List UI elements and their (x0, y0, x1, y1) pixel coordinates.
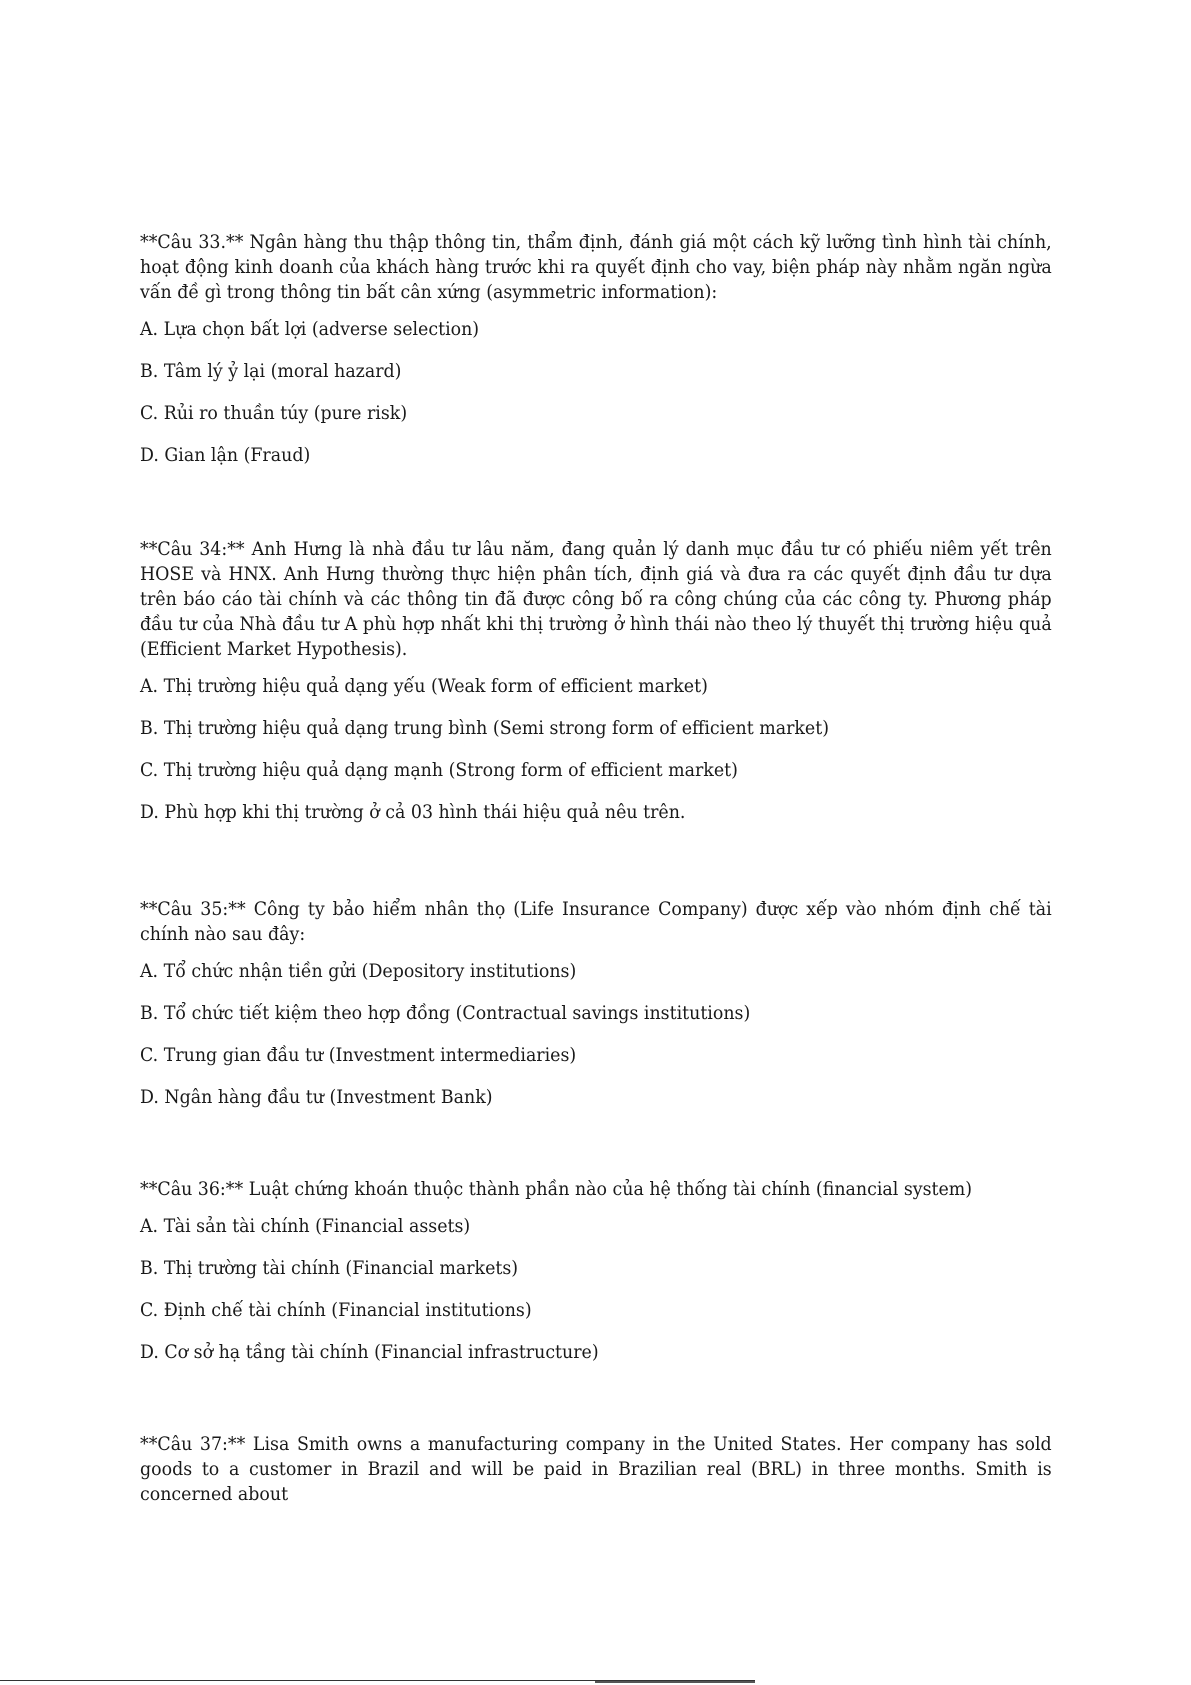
question-stem: **Câu 37:** Lisa Smith owns a manufacturing company in the United States. Her company has sold goods to a customer in Brazil and will be paid in Brazilian real (BRL) in three months. Smith is concerned about (140, 1434, 1052, 1505)
answer-option-a: A. Thị trường hiệu quả dạng yếu (Weak form of efficient market) (140, 676, 708, 697)
question-stem: **Câu 33.** Ngân hàng thu thập thông tin, thẩm định, đánh giá một cách kỹ lưỡng tình hình tài chính, hoạt động kinh doanh của khách hàng trước khi ra quyết định cho vay, biện pháp này nhằm ngăn ngừa vấn đề gì trong thông tin bất cân xứng (asymmetric information): (140, 232, 1052, 303)
answer-option-b: B. Thị trường hiệu quả dạng trung bình (Semi strong form of efficient market) (140, 718, 829, 739)
answer-option-c: C. Trung gian đầu tư (Investment intermediaries) (140, 1045, 577, 1066)
question-34 (140, 537, 1055, 842)
answer-option-a: A. Tài sản tài chính (Financial assets) (140, 1216, 471, 1237)
answer-option-a: A. Tổ chức nhận tiền gửi (Depository institutions) (140, 961, 577, 982)
question-stem: **Câu 35:** Công ty bảo hiểm nhân thọ (Life Insurance Company) được xếp vào nhóm định chế tài chính nào sau đây: (140, 899, 1052, 945)
answer-option-a: A. Lựa chọn bất lợi (adverse selection) (140, 319, 480, 340)
answer-option-d: D. Cơ sở hạ tầng tài chính (Financial infrastructure) (140, 1342, 599, 1363)
answer-option-c: C. Thị trường hiệu quả dạng mạnh (Strong form of efficient market) (140, 760, 738, 781)
answer-option-d: D. Gian lận (Fraud) (140, 445, 311, 466)
page-bottom-divider-accent (595, 1681, 755, 1683)
question-33 (140, 230, 1055, 485)
answer-option-d: D. Phù hợp khi thị trường ở cả 03 hình thái hiệu quả nêu trên. (140, 802, 686, 823)
answer-option-c: C. Định chế tài chính (Financial institutions) (140, 1300, 532, 1321)
question-37 (140, 1432, 1055, 1519)
question-35 (140, 897, 1055, 1127)
question-stem: **Câu 34:** Anh Hưng là nhà đầu tư lâu năm, đang quản lý danh mục đầu tư có phiếu niêm yết trên HOSE và HNX. Anh Hưng thường thực hiện phân tích, định giá và đưa ra các quyết định đầu tư dựa trên báo cáo tài chính và các thông tin đã được công bố ra công chúng của các công ty. Phương pháp đầu tư của Nhà đầu tư A phù hợp nhất khi thị trường ở hình thái nào theo lý thuyết thị trường hiệu quả (Efficient Market Hypothesis). (140, 539, 1052, 660)
answer-option-b: B. Tổ chức tiết kiệm theo hợp đồng (Contractual savings institutions) (140, 1003, 751, 1024)
answer-option-d: D. Ngân hàng đầu tư (Investment Bank) (140, 1087, 493, 1108)
answer-option-c: C. Rủi ro thuần túy (pure risk) (140, 403, 408, 424)
answer-option-b: B. Thị trường tài chính (Financial markets) (140, 1258, 519, 1279)
question-stem: **Câu 36:** Luật chứng khoán thuộc thành phần nào của hệ thống tài chính (financial system) (140, 1179, 973, 1200)
question-36 (140, 1177, 1055, 1382)
answer-option-b: B. Tâm lý ỷ lại (moral hazard) (140, 361, 402, 382)
